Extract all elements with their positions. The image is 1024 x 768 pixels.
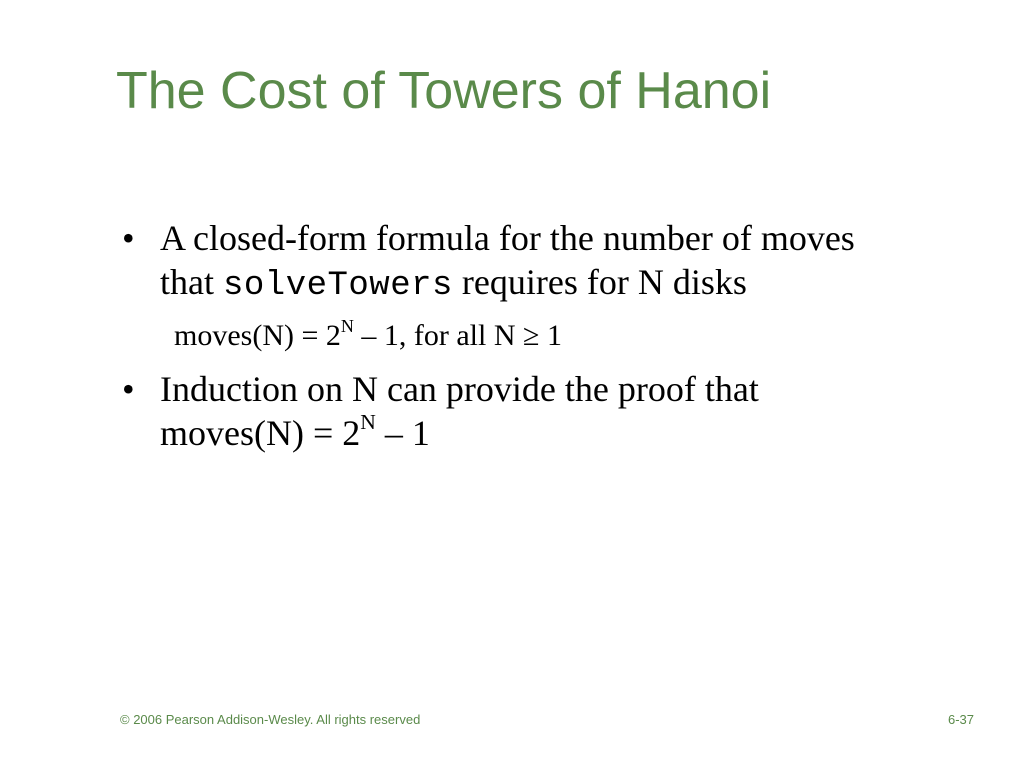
slide-body <box>120 216 960 455</box>
bullet-text-line2-after: requires for N disks <box>452 262 747 302</box>
formula-line <box>120 315 960 353</box>
bullet-text-line1: Induction on N can provide the proof that <box>160 369 759 409</box>
bullet-dot: • <box>122 369 135 409</box>
formula-after: – 1, for all N ≥ 1 <box>353 319 562 352</box>
bullet-dot: • <box>122 218 135 258</box>
bullet-text-line2-before: that <box>160 262 223 302</box>
formula-exponent: N <box>340 315 354 336</box>
footer-copyright: © 2006 Pearson Addison-Wesley. All rights reserved <box>120 712 421 727</box>
bullet-item-induction <box>120 367 960 455</box>
bullet-text-line1: A closed-form formula for the number of moves <box>160 218 855 258</box>
bullet-text-line2-before: moves(N) = 2 <box>160 413 361 453</box>
formula-exponent: N <box>360 409 376 434</box>
bullet-item-closed-form <box>120 216 960 308</box>
slide-title: The Cost of Towers of Hanoi <box>116 62 772 120</box>
footer-page-number: 6-37 <box>947 712 974 727</box>
formula-before: moves(N) = 2 <box>174 319 341 352</box>
bullet-text-line2-after: – 1 <box>375 413 430 453</box>
code-solvetowers: solveTowers <box>222 267 453 305</box>
